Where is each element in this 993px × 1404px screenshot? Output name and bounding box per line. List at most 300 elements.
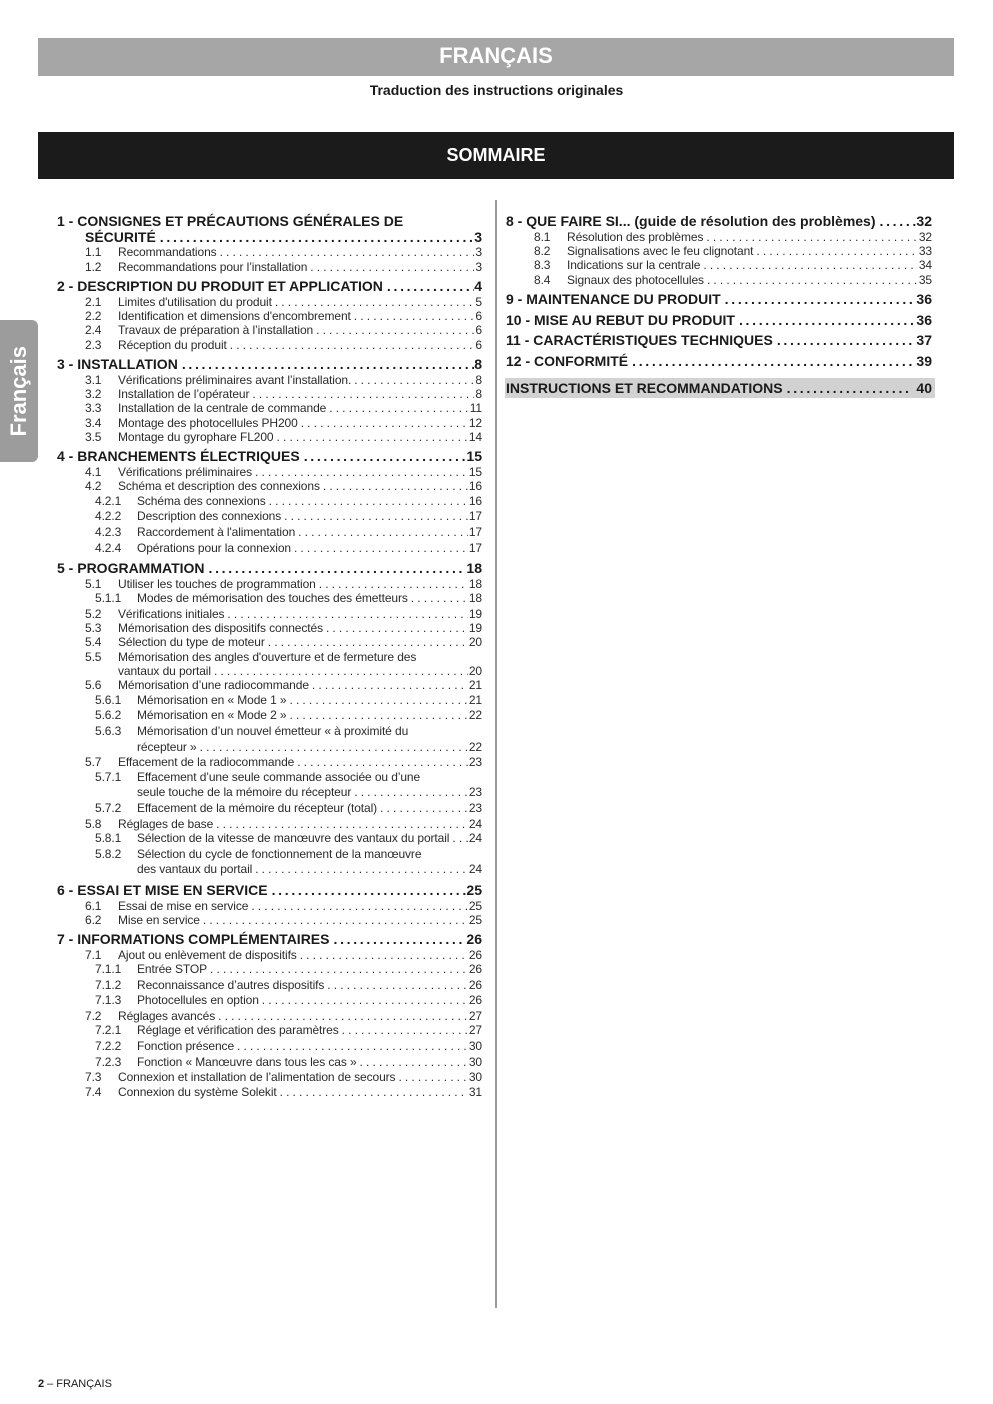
entry-title: Vérifications initiales bbox=[118, 606, 225, 621]
entry-page-number: 25 bbox=[468, 912, 482, 927]
entry-page-number: 17 bbox=[468, 509, 482, 524]
toc-entry bbox=[57, 577, 482, 591]
entry-page-number: 30 bbox=[468, 1039, 482, 1054]
entry-title: Mémorisation d’un nouvel émetteur « à proximité du bbox=[137, 724, 409, 739]
entry-number: 2.3 bbox=[85, 337, 102, 352]
entry-title: Schéma et description des connexions bbox=[118, 479, 320, 494]
toc-section bbox=[57, 279, 482, 352]
entry-page-number: 32 bbox=[918, 229, 932, 244]
entry-page-number: 25 bbox=[468, 898, 482, 913]
language-title: FRANÇAIS bbox=[439, 43, 553, 68]
entry-page-number: 12 bbox=[468, 415, 482, 430]
section-page-number: 8 bbox=[474, 356, 482, 373]
dot-leader bbox=[251, 899, 468, 913]
entry-title: Vérifications préliminaires avant l’installation. bbox=[118, 372, 352, 387]
toc-left-column bbox=[57, 214, 482, 1099]
entry-title: Connexion et installation de l’alimentation de secours bbox=[118, 1070, 396, 1085]
toc-entry bbox=[506, 244, 932, 258]
entry-title-continued: des vantaux du portail bbox=[137, 862, 253, 877]
entry-page-number: 20 bbox=[468, 664, 482, 679]
entry-number: 6.2 bbox=[85, 912, 102, 927]
entry-page-number: 3 bbox=[475, 245, 482, 260]
toc-section bbox=[506, 333, 932, 349]
entry-page-number: 20 bbox=[468, 635, 482, 650]
section-page-number: 36 bbox=[916, 291, 932, 308]
toc-entry bbox=[57, 338, 482, 352]
toc-section-heading bbox=[57, 932, 482, 948]
toc-entry bbox=[57, 541, 482, 557]
entry-number: 7.2.1 bbox=[95, 1023, 122, 1038]
dot-leader bbox=[297, 755, 468, 769]
entry-title: Schéma des connexions bbox=[137, 493, 266, 508]
toc-entry bbox=[57, 650, 482, 664]
entry-number: 5.6.1 bbox=[95, 692, 122, 707]
entry-number: 1.1 bbox=[85, 245, 102, 260]
entry-page-number: 23 bbox=[468, 785, 482, 800]
entry-number: 5.7 bbox=[85, 755, 102, 770]
toc-entry bbox=[57, 1070, 482, 1084]
entry-page-number: 27 bbox=[468, 1023, 482, 1038]
toc-entry bbox=[57, 1009, 482, 1023]
entry-page-number: 6 bbox=[475, 309, 482, 323]
dot-leader bbox=[214, 664, 468, 678]
footer-label: – FRANÇAIS bbox=[47, 1378, 112, 1390]
entry-title: Sélection du cycle de fonctionnement de la manœuvre bbox=[137, 846, 422, 861]
column-divider bbox=[495, 200, 497, 1308]
toc-entry bbox=[506, 258, 932, 272]
entry-page-number: 22 bbox=[468, 739, 482, 754]
toc-entry bbox=[57, 817, 482, 831]
entry-page-number: 15 bbox=[468, 464, 482, 479]
entry-page-number: 18 bbox=[468, 591, 482, 606]
entry-number: 4.2.2 bbox=[95, 509, 122, 524]
entry-title: Mémorisation d’une radiocommande bbox=[118, 678, 309, 693]
entry-number: 3.3 bbox=[85, 401, 102, 416]
entry-title: Reconnaissance d’autres dispositifs bbox=[137, 977, 325, 992]
entry-number: 5.6 bbox=[85, 678, 102, 693]
dot-leader bbox=[300, 948, 468, 962]
dot-leader bbox=[203, 913, 468, 927]
toc-section bbox=[57, 214, 482, 274]
section-page-number: 39 bbox=[916, 352, 932, 369]
dot-leader bbox=[316, 323, 474, 337]
entry-title: Résolution des problèmes bbox=[567, 229, 704, 244]
entry-page-number: 23 bbox=[468, 801, 482, 816]
side-tab-label: Français bbox=[6, 345, 31, 437]
entry-title: Effacement de la mémoire du récepteur (total) bbox=[137, 801, 378, 816]
dot-leader bbox=[160, 230, 474, 246]
entry-number: 2.4 bbox=[85, 323, 102, 338]
toc-right-sections bbox=[506, 214, 932, 369]
entry-number: 8.1 bbox=[534, 229, 551, 244]
entry-title: Effacement de la radiocommande bbox=[118, 755, 295, 770]
section-page-number: 4 bbox=[474, 278, 482, 295]
entry-title: Mémorisation en « Mode 2 » bbox=[137, 708, 287, 723]
entry-number: 5.6.3 bbox=[95, 724, 122, 739]
dot-leader bbox=[218, 1009, 468, 1023]
entry-title: Opérations pour la connexion bbox=[137, 540, 291, 555]
toc-section bbox=[57, 932, 482, 1099]
entry-page-number: 24 bbox=[468, 816, 482, 831]
entry-page-number: 27 bbox=[468, 1009, 482, 1024]
dot-leader bbox=[632, 354, 916, 370]
section-title: 6 - ESSAI ET MISE EN SERVICE bbox=[57, 881, 268, 898]
entry-title: Limites d'utilisation du produit bbox=[118, 294, 272, 309]
toc-entry bbox=[57, 913, 482, 927]
toc-entry bbox=[57, 465, 482, 479]
section-page-number: 32 bbox=[916, 213, 932, 230]
entry-number: 8.4 bbox=[534, 272, 551, 287]
entry-title: Montage du gyrophare FL200 bbox=[118, 430, 274, 444]
entry-number: 8.2 bbox=[534, 244, 551, 259]
entry-title: Description des connexions bbox=[137, 509, 282, 524]
entry-page-number: 34 bbox=[918, 258, 932, 273]
dot-leader bbox=[277, 430, 468, 444]
dot-leader bbox=[387, 279, 474, 295]
dot-leader bbox=[319, 577, 468, 591]
section-page-number: 26 bbox=[466, 931, 482, 948]
section-title-continued: SÉCURITÉ bbox=[85, 228, 156, 245]
dot-leader bbox=[284, 509, 468, 525]
entry-title: Mémorisation en « Mode 1 » bbox=[137, 692, 287, 707]
entry-title: Indications sur la centrale bbox=[567, 258, 701, 273]
entry-page-number: 14 bbox=[468, 430, 482, 444]
toc-section bbox=[57, 883, 482, 927]
page-footer bbox=[38, 1377, 112, 1391]
section-page-number: 25 bbox=[466, 881, 482, 898]
entry-page-number: 26 bbox=[468, 977, 482, 992]
entry-number: 5.5 bbox=[85, 649, 102, 664]
dot-leader bbox=[304, 449, 467, 465]
entry-title: Identification et dimensions d'encombrement bbox=[118, 309, 351, 323]
entry-title: Fonction « Manœuvre dans tous les cas » bbox=[137, 1054, 357, 1069]
toc-entry bbox=[506, 230, 932, 244]
entry-title: Essai de mise en service bbox=[118, 898, 249, 913]
toc-section-heading bbox=[506, 214, 932, 230]
toc-section-heading bbox=[57, 279, 482, 295]
toc-section-heading bbox=[506, 313, 932, 329]
toc-entry bbox=[57, 693, 482, 709]
toc-section bbox=[57, 357, 482, 444]
entry-number: 7.1.3 bbox=[95, 993, 122, 1008]
toc-section-heading bbox=[506, 354, 932, 370]
toc-section-heading-continued bbox=[57, 230, 482, 246]
entry-page-number: 6 bbox=[475, 337, 482, 352]
entry-title: Recommandations pour l’installation bbox=[118, 259, 308, 274]
entry-number: 5.8 bbox=[85, 816, 102, 831]
toc-entry bbox=[57, 430, 482, 444]
dot-leader bbox=[269, 494, 468, 510]
dot-leader bbox=[326, 621, 468, 635]
toc-entry bbox=[57, 309, 482, 323]
dot-leader bbox=[237, 1039, 468, 1055]
dot-leader bbox=[298, 525, 468, 541]
entry-number: 5.1.1 bbox=[95, 591, 122, 606]
dot-leader bbox=[275, 295, 475, 309]
entry-page-number: 3 bbox=[475, 259, 482, 274]
section-title: 3 - INSTALLATION bbox=[57, 356, 178, 373]
entry-number: 5.2 bbox=[85, 606, 102, 621]
dot-leader bbox=[209, 561, 467, 577]
entry-number: 7.2.3 bbox=[95, 1054, 122, 1069]
entry-number: 5.7.2 bbox=[95, 801, 122, 816]
entry-title: Sélection de la vitesse de manœuvre des vantaux du portail bbox=[137, 831, 450, 845]
section-page-number: 36 bbox=[916, 311, 932, 328]
section-title: 9 - MAINTENANCE DU PRODUIT bbox=[506, 291, 721, 308]
entry-title: Recommandations bbox=[118, 245, 217, 260]
entry-page-number: 17 bbox=[468, 524, 482, 539]
entry-title: Photocellules en option bbox=[137, 993, 259, 1008]
toc-entry bbox=[57, 770, 482, 786]
section-title: 8 - QUE FAIRE SI... (guide de résolution des problèmes) bbox=[506, 213, 876, 230]
entry-page-number: 6 bbox=[475, 323, 482, 338]
toc-section-heading bbox=[57, 449, 482, 465]
toc-entry bbox=[57, 899, 482, 913]
dot-leader bbox=[354, 373, 474, 387]
toc-entry bbox=[57, 260, 482, 274]
toc-entry bbox=[57, 962, 482, 978]
entry-title: Mémorisation des dispositifs connectés bbox=[118, 621, 323, 636]
final-entry-title: INSTRUCTIONS ET RECOMMANDATIONS bbox=[506, 380, 783, 397]
toc-entry bbox=[57, 1023, 482, 1039]
entry-page-number: 33 bbox=[918, 244, 932, 259]
toc-entry bbox=[57, 401, 482, 415]
entry-title: Mise en service bbox=[118, 912, 200, 927]
dot-leader bbox=[310, 260, 474, 274]
dot-leader bbox=[200, 740, 468, 756]
entry-page-number: 8 bbox=[475, 386, 482, 401]
dot-leader bbox=[398, 1070, 467, 1084]
dot-leader bbox=[342, 1023, 468, 1039]
entry-page-number: 24 bbox=[468, 831, 482, 845]
toc-entry bbox=[57, 387, 482, 401]
dot-leader bbox=[327, 978, 468, 994]
section-title: 2 - DESCRIPTION DU PRODUIT ET APPLICATION bbox=[57, 278, 383, 295]
entry-number: 5.1 bbox=[85, 576, 102, 591]
entry-title: Raccordement à l'alimentation bbox=[137, 524, 296, 539]
entry-number: 8.3 bbox=[534, 258, 551, 273]
dot-leader bbox=[380, 801, 468, 817]
entry-title: Signaux des photocellules bbox=[567, 272, 704, 287]
toc-section-heading bbox=[57, 561, 482, 577]
dot-leader bbox=[255, 862, 468, 878]
entry-number: 3.1 bbox=[85, 372, 102, 387]
toc-entry bbox=[57, 635, 482, 649]
entry-number: 5.3 bbox=[85, 621, 102, 636]
dot-leader bbox=[252, 387, 474, 401]
entry-title-continued: récepteur » bbox=[137, 739, 197, 754]
entry-title: Entrée STOP bbox=[137, 962, 208, 977]
toc-section-heading bbox=[57, 357, 482, 373]
entry-page-number: 11 bbox=[469, 401, 482, 416]
entry-number: 7.1 bbox=[85, 947, 102, 962]
entry-title: Utiliser les touches de programmation bbox=[118, 576, 316, 591]
entry-title-continued: seule touche de la mémoire du récepteur bbox=[137, 785, 352, 800]
toc-section-heading bbox=[506, 292, 932, 308]
entry-title: Réception du produit bbox=[118, 337, 227, 352]
entry-page-number: 19 bbox=[468, 621, 482, 636]
entry-page-number: 18 bbox=[468, 576, 482, 591]
toc-entry bbox=[57, 948, 482, 962]
translation-subtitle: Traduction des instructions originales bbox=[369, 82, 624, 98]
dot-leader bbox=[289, 708, 467, 724]
toc-entry bbox=[57, 1055, 482, 1071]
toc-entry bbox=[57, 801, 482, 817]
entry-title: Montage des photocellules PH200 bbox=[118, 415, 298, 430]
entry-number: 2.2 bbox=[85, 309, 102, 323]
entry-title: Sélection du type de moteur bbox=[118, 635, 265, 650]
dot-leader bbox=[323, 479, 468, 493]
dot-leader bbox=[312, 678, 468, 692]
toc-entry bbox=[57, 591, 482, 607]
entry-page-number: 8 bbox=[475, 372, 482, 387]
entry-number: 4.1 bbox=[85, 464, 102, 479]
toc-entry bbox=[506, 273, 932, 287]
entry-number: 4.2.1 bbox=[95, 493, 122, 508]
toc-entry bbox=[57, 755, 482, 769]
toc-entry bbox=[57, 295, 482, 309]
entry-number: 7.2 bbox=[85, 1009, 102, 1024]
entry-number: 3.5 bbox=[85, 430, 102, 444]
toc-title: SOMMAIRE bbox=[446, 145, 546, 165]
toc-entry bbox=[57, 373, 482, 387]
dot-leader bbox=[294, 541, 468, 557]
entry-number: 7.2.2 bbox=[95, 1039, 122, 1054]
entry-title: Installation de la centrale de commande bbox=[118, 401, 327, 416]
entry-number: 5.7.1 bbox=[95, 769, 122, 784]
dot-leader bbox=[301, 416, 468, 430]
toc-entry bbox=[57, 416, 482, 430]
footer-page-number: 2 bbox=[38, 1378, 45, 1390]
dot-leader bbox=[280, 1085, 468, 1099]
entry-page-number: 16 bbox=[468, 479, 482, 494]
toc-entry bbox=[57, 509, 482, 525]
language-side-tab bbox=[0, 320, 38, 462]
entry-title-continued: vantaux du portail bbox=[118, 664, 211, 679]
toc-section bbox=[506, 354, 932, 370]
entry-number: 5.8.2 bbox=[95, 846, 122, 861]
dot-leader bbox=[703, 258, 917, 272]
toc-entry bbox=[57, 708, 482, 724]
toc-entry bbox=[57, 323, 482, 337]
dot-leader bbox=[210, 962, 468, 978]
section-page-number: 18 bbox=[466, 560, 482, 577]
entry-page-number: 26 bbox=[468, 993, 482, 1008]
entry-page-number: 5 bbox=[475, 294, 482, 309]
entry-page-number: 26 bbox=[468, 962, 482, 977]
dot-leader bbox=[756, 244, 917, 258]
dot-leader bbox=[452, 831, 467, 847]
dot-leader bbox=[706, 230, 917, 244]
dot-leader bbox=[787, 378, 913, 398]
toc-entry-continued bbox=[57, 740, 482, 756]
entry-page-number: 21 bbox=[468, 692, 482, 707]
dot-leader bbox=[739, 313, 916, 329]
entry-page-number: 24 bbox=[468, 862, 482, 877]
entry-title: Travaux de préparation à l’installation bbox=[118, 323, 314, 338]
entry-page-number: 23 bbox=[468, 755, 482, 770]
entry-title: Effacement d’une seule commande associée ou d’une bbox=[137, 769, 421, 784]
toc-entry bbox=[57, 831, 482, 847]
toc-section-heading bbox=[506, 333, 932, 349]
dot-leader bbox=[289, 693, 467, 709]
toc-section bbox=[506, 313, 932, 329]
entry-title: Signalisations avec le feu clignotant bbox=[567, 244, 754, 259]
toc-entry-continued bbox=[57, 664, 482, 678]
entry-number: 5.4 bbox=[85, 635, 102, 650]
entry-page-number: 16 bbox=[468, 493, 482, 508]
dot-leader bbox=[777, 333, 917, 349]
entry-page-number: 30 bbox=[468, 1070, 482, 1085]
toc-entry bbox=[57, 525, 482, 541]
entry-number: 3.2 bbox=[85, 386, 102, 401]
entry-title: Modes de mémorisation des touches des émetteurs bbox=[137, 591, 408, 606]
language-header-bar bbox=[38, 38, 954, 76]
entry-title: Ajout ou enlèvement de dispositifs bbox=[118, 947, 297, 962]
toc-entry bbox=[57, 479, 482, 493]
dot-leader bbox=[354, 309, 475, 323]
section-page-number: 3 bbox=[474, 228, 482, 245]
section-title: 12 - CONFORMITÉ bbox=[506, 352, 629, 369]
entry-number: 7.4 bbox=[85, 1084, 102, 1099]
toc-section bbox=[57, 449, 482, 556]
dot-leader bbox=[707, 273, 918, 287]
toc-entry bbox=[57, 978, 482, 994]
section-title: 10 - MISE AU REBUT DU PRODUIT bbox=[506, 311, 735, 328]
entry-page-number: 22 bbox=[468, 708, 482, 723]
dot-leader bbox=[268, 635, 468, 649]
entry-number: 1.2 bbox=[85, 259, 102, 274]
entry-page-number: 35 bbox=[918, 272, 932, 287]
toc-section bbox=[57, 561, 482, 878]
entry-title: Installation de l’opérateur bbox=[118, 386, 250, 401]
section-title: 1 - CONSIGNES ET PRÉCAUTIONS GÉNÉRALES DE bbox=[57, 213, 404, 230]
entry-page-number: 21 bbox=[468, 678, 482, 693]
toc-section-heading bbox=[57, 214, 482, 230]
entry-page-number: 19 bbox=[468, 606, 482, 621]
entry-title: Réglages avancés bbox=[118, 1009, 216, 1024]
toc-title-bar bbox=[38, 132, 954, 179]
toc-section-heading bbox=[57, 883, 482, 899]
toc-entry-continued bbox=[57, 785, 482, 801]
dot-leader bbox=[220, 245, 475, 259]
dot-leader bbox=[880, 214, 917, 230]
dot-leader bbox=[262, 993, 468, 1009]
toc-entry bbox=[57, 1039, 482, 1055]
toc-section bbox=[506, 292, 932, 308]
entry-title: Mémorisation des angles d'ouverture et de fermeture des bbox=[118, 649, 417, 664]
final-entry-page-number: 40 bbox=[916, 380, 932, 397]
toc-entry bbox=[57, 678, 482, 692]
entry-page-number: 17 bbox=[468, 540, 482, 555]
section-page-number: 15 bbox=[466, 448, 482, 465]
dot-leader bbox=[272, 883, 467, 899]
entry-number: 2.1 bbox=[85, 294, 102, 309]
entry-title: Fonction présence bbox=[137, 1039, 235, 1054]
entry-number: 6.1 bbox=[85, 898, 102, 913]
entry-number: 4.2 bbox=[85, 479, 102, 494]
entry-title: Réglages de base bbox=[118, 816, 214, 831]
dot-leader bbox=[360, 1055, 468, 1071]
dot-leader bbox=[182, 357, 474, 373]
dot-leader bbox=[230, 338, 475, 352]
entry-page-number: 31 bbox=[468, 1084, 482, 1099]
dot-leader bbox=[216, 817, 468, 831]
dot-leader bbox=[411, 591, 468, 607]
entry-page-number: 30 bbox=[468, 1054, 482, 1069]
entry-number: 7.1.2 bbox=[95, 977, 122, 992]
entry-number: 4.2.4 bbox=[95, 540, 122, 555]
